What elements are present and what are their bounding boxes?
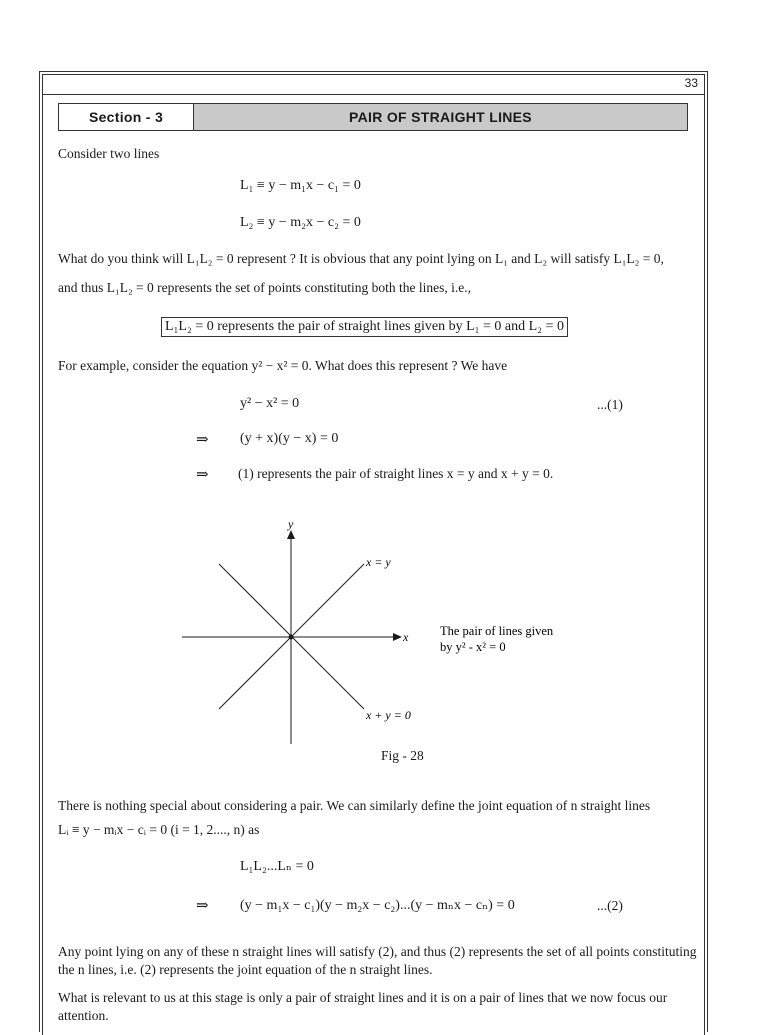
origin-point	[289, 635, 294, 640]
page-number: 33	[684, 76, 698, 90]
equation-l2: L₂ ≡ y − m₂x − c₂ = 0	[240, 215, 361, 230]
equation-1-factored: (y + x)(y − x) = 0	[240, 431, 339, 446]
x-axis-label: x	[403, 630, 409, 644]
equation-2: (y − m₁x − c₁)(y − m₂x − c₂)...(y − mₙx − cₙ) = 0	[240, 898, 515, 913]
equation-1: y² − x² = 0	[240, 396, 300, 411]
equation-2-tag: ...(2)	[597, 898, 623, 913]
equation-1-tag: ...(1)	[597, 397, 623, 412]
paragraph-1-line-2: and thus L₁L₂ = 0 represents the set of points constituting both the lines, i.e.,	[58, 280, 471, 295]
intro-text: Consider two lines	[58, 146, 160, 161]
section-label: Section - 3	[59, 104, 194, 130]
figure-pair-of-lines	[176, 516, 596, 748]
figure-note-line-2: by y² - x² = 0	[440, 640, 506, 654]
y-axis-arrowhead	[287, 530, 295, 539]
section-title: PAIR OF STRAIGHT LINES	[194, 104, 687, 130]
example-text: For example, consider the equation y² − x² = 0. What does this represent ? We have	[58, 358, 508, 373]
paragraph-4-line-1: What is relevant to us at this stage is only a pair of straight lines and it is on a pair of lines that we now focus our	[58, 990, 668, 1005]
paragraph-4-line-2: attention.	[58, 1008, 109, 1023]
x-axis-arrowhead	[393, 633, 402, 641]
line-a-label: x = y	[366, 555, 391, 569]
boxed-statement: L₁L₂ = 0 represents the pair of straight lines given by L₁ = 0 and L₂ = 0	[161, 317, 568, 337]
line-b-label: x + y = 0	[366, 708, 411, 722]
figure-note-line-1: The pair of lines given	[440, 624, 554, 638]
equation-product: L₁L₂...Lₙ = 0	[240, 859, 314, 874]
header-rule	[42, 94, 704, 95]
section-header	[58, 103, 688, 131]
equation-l1: L₁ ≡ y − m₁x − c₁ = 0	[240, 178, 361, 193]
figure-caption: Fig - 28	[381, 748, 424, 763]
y-axis-label: y	[288, 517, 294, 531]
equation-1-conclusion: (1) represents the pair of straight lines x = y and x + y = 0.	[238, 466, 554, 481]
implies-arrow-3: ⇒	[196, 898, 209, 914]
paragraph-3-line-1: Any point lying on any of these n straight lines will satisfy (2), and thus (2) represents the set of all points constituting	[58, 944, 697, 959]
paragraph-2-line-2: Lᵢ ≡ y − mᵢx − cᵢ = 0 (i = 1, 2...., n) as	[58, 822, 260, 837]
implies-arrow-1: ⇒	[196, 432, 209, 448]
paragraph-2-line-1: There is nothing special about considering a pair. We can similarly define the joint equation of n straight lines	[58, 798, 651, 813]
implies-arrow-2: ⇒	[196, 467, 209, 483]
paragraph-1-line-1: What do you think will L₁L₂ = 0 represent ? It is obvious that any point lying on L₁ and L₂ will satisfy L₁L₂ = 0,	[58, 251, 664, 266]
paragraph-3-line-2: the n lines, i.e. (2) represents the joint equation of the n straight lines.	[58, 962, 433, 977]
